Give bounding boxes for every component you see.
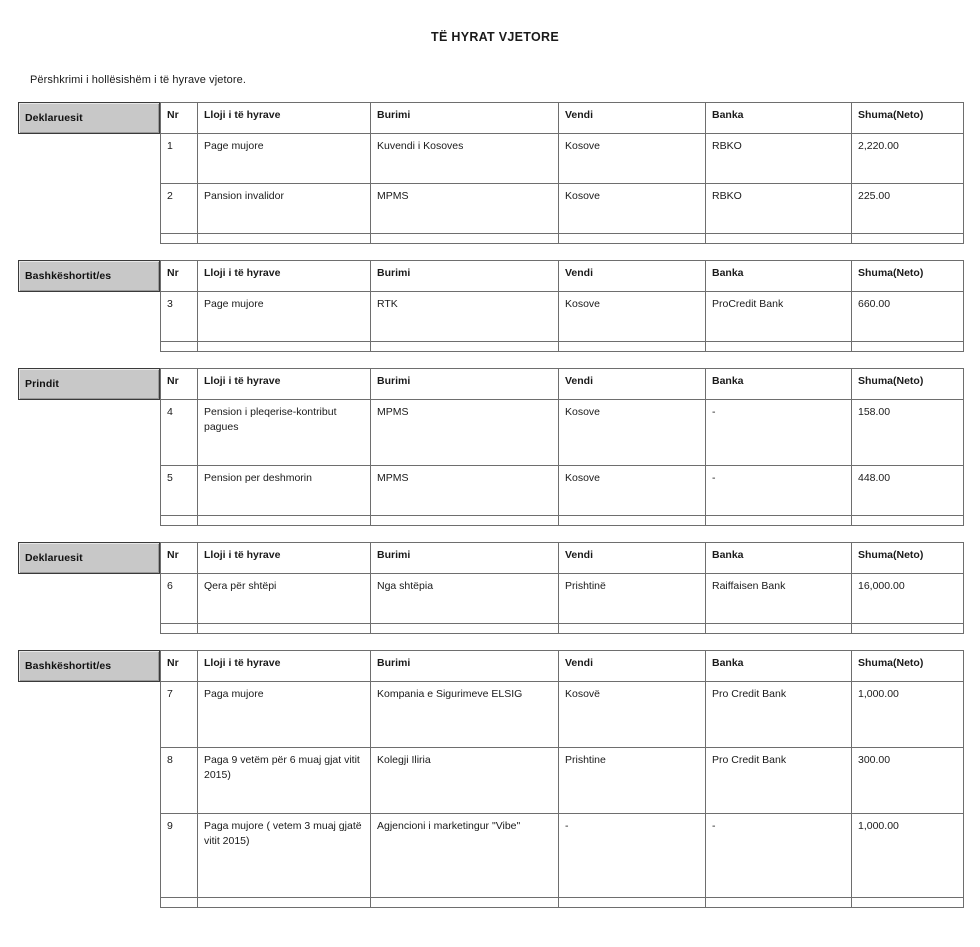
table-header-row <box>161 543 964 574</box>
column-header-bank: Banka <box>706 261 852 292</box>
spacer-cell <box>706 234 852 244</box>
cell-source: MPMS <box>371 466 559 516</box>
cell-type: Paga 9 vetëm për 6 muaj gjat vitit 2015) <box>198 748 371 814</box>
column-header-type: Lloji i të hyrave <box>198 651 371 682</box>
income-table <box>160 260 964 352</box>
table-header-row <box>161 103 964 134</box>
column-header-source: Burimi <box>371 103 559 134</box>
column-header-nr: Nr <box>161 651 198 682</box>
column-header-amount: Shuma(Neto) <box>852 369 964 400</box>
income-section <box>0 650 980 908</box>
cell-amount: 300.00 <box>852 748 964 814</box>
cell-type: Pension per deshmorin <box>198 466 371 516</box>
table-row <box>161 574 964 624</box>
table-row <box>161 814 964 898</box>
table-row <box>161 682 964 748</box>
cell-nr: 8 <box>161 748 198 814</box>
table-row <box>161 748 964 814</box>
spacer-cell <box>852 234 964 244</box>
column-header-bank: Banka <box>706 103 852 134</box>
spacer-cell <box>161 516 198 526</box>
income-section <box>0 368 980 526</box>
column-header-source: Burimi <box>371 261 559 292</box>
table-spacer-row <box>161 898 964 908</box>
cell-source: Agjencioni i marketingur "Vibe" <box>371 814 559 898</box>
cell-nr: 7 <box>161 682 198 748</box>
spacer-cell <box>371 234 559 244</box>
spacer-cell <box>559 898 706 908</box>
table-spacer-row <box>161 624 964 634</box>
spacer-cell <box>198 624 371 634</box>
cell-amount: 2,220.00 <box>852 134 964 184</box>
spacer-cell <box>852 516 964 526</box>
cell-bank: Pro Credit Bank <box>706 748 852 814</box>
spacer-cell <box>706 624 852 634</box>
table-row <box>161 184 964 234</box>
column-header-source: Burimi <box>371 651 559 682</box>
cell-source: RTK <box>371 292 559 342</box>
column-header-place: Vendi <box>559 261 706 292</box>
owner-label-box <box>18 542 160 574</box>
cell-source: Kompania e Sigurimeve ELSIG <box>371 682 559 748</box>
column-header-place: Vendi <box>559 543 706 574</box>
owner-label: Deklaruesit <box>25 112 83 124</box>
owner-label-box <box>18 368 160 400</box>
spacer-cell <box>559 624 706 634</box>
cell-amount: 660.00 <box>852 292 964 342</box>
cell-place: Prishtine <box>559 748 706 814</box>
spacer-cell <box>198 234 371 244</box>
column-header-place: Vendi <box>559 369 706 400</box>
column-header-type: Lloji i të hyrave <box>198 369 371 400</box>
spacer-cell <box>161 234 198 244</box>
column-header-source: Burimi <box>371 369 559 400</box>
cell-bank: - <box>706 814 852 898</box>
cell-nr: 6 <box>161 574 198 624</box>
table-header-row <box>161 369 964 400</box>
cell-amount: 448.00 <box>852 466 964 516</box>
income-table <box>160 102 964 244</box>
column-header-nr: Nr <box>161 369 198 400</box>
cell-amount: 225.00 <box>852 184 964 234</box>
cell-bank: ProCredit Bank <box>706 292 852 342</box>
cell-source: Kuvendi i Kosoves <box>371 134 559 184</box>
owner-label: Deklaruesit <box>25 552 83 564</box>
owner-label: Bashkëshortit/es <box>25 660 112 672</box>
cell-source: Kolegji Iliria <box>371 748 559 814</box>
cell-bank: - <box>706 466 852 516</box>
table-spacer-row <box>161 516 964 526</box>
column-header-source: Burimi <box>371 543 559 574</box>
column-header-amount: Shuma(Neto) <box>852 543 964 574</box>
spacer-cell <box>706 898 852 908</box>
spacer-cell <box>371 898 559 908</box>
column-header-amount: Shuma(Neto) <box>852 261 964 292</box>
cell-type: Paga mujore ( vetem 3 muaj gjatë vitit 2015) <box>198 814 371 898</box>
column-header-type: Lloji i të hyrave <box>198 103 371 134</box>
cell-place: Kosove <box>559 134 706 184</box>
owner-label: Prindit <box>25 378 59 390</box>
column-header-bank: Banka <box>706 543 852 574</box>
spacer-cell <box>371 516 559 526</box>
table-row <box>161 466 964 516</box>
cell-bank: Raiffaisen Bank <box>706 574 852 624</box>
spacer-cell <box>559 234 706 244</box>
page-subtitle: Përshkrimi i hollësishëm i të hyrave vjetore. <box>30 74 247 86</box>
cell-place: Prishtinë <box>559 574 706 624</box>
column-header-place: Vendi <box>559 651 706 682</box>
income-section <box>0 102 980 244</box>
table-spacer-row <box>161 342 964 352</box>
cell-type: Page mujore <box>198 292 371 342</box>
spacer-cell <box>559 516 706 526</box>
column-header-nr: Nr <box>161 103 198 134</box>
cell-type: Page mujore <box>198 134 371 184</box>
cell-source: MPMS <box>371 400 559 466</box>
spacer-cell <box>198 898 371 908</box>
spacer-cell <box>161 342 198 352</box>
cell-place: Kosove <box>559 292 706 342</box>
cell-source: Nga shtëpia <box>371 574 559 624</box>
cell-bank: RBKO <box>706 184 852 234</box>
cell-nr: 2 <box>161 184 198 234</box>
income-table <box>160 368 964 526</box>
spacer-cell <box>852 624 964 634</box>
cell-nr: 4 <box>161 400 198 466</box>
cell-nr: 3 <box>161 292 198 342</box>
spacer-cell <box>852 342 964 352</box>
income-section <box>0 542 980 634</box>
cell-place: Kosove <box>559 466 706 516</box>
column-header-type: Lloji i të hyrave <box>198 543 371 574</box>
column-header-nr: Nr <box>161 261 198 292</box>
cell-place: - <box>559 814 706 898</box>
cell-bank: RBKO <box>706 134 852 184</box>
cell-type: Qera për shtëpi <box>198 574 371 624</box>
cell-nr: 9 <box>161 814 198 898</box>
cell-place: Kosove <box>559 184 706 234</box>
spacer-cell <box>706 516 852 526</box>
cell-bank: - <box>706 400 852 466</box>
column-header-nr: Nr <box>161 543 198 574</box>
column-header-bank: Banka <box>706 369 852 400</box>
spacer-cell <box>198 342 371 352</box>
column-header-place: Vendi <box>559 103 706 134</box>
owner-label-box <box>18 102 160 134</box>
column-header-type: Lloji i të hyrave <box>198 261 371 292</box>
cell-nr: 1 <box>161 134 198 184</box>
cell-amount: 16,000.00 <box>852 574 964 624</box>
cell-amount: 1,000.00 <box>852 682 964 748</box>
table-header-row <box>161 261 964 292</box>
owner-label-box <box>18 260 160 292</box>
cell-place: Kosovë <box>559 682 706 748</box>
spacer-cell <box>852 898 964 908</box>
cell-type: Pansion invalidor <box>198 184 371 234</box>
cell-type: Pension i pleqerise-kontribut pagues <box>198 400 371 466</box>
spacer-cell <box>559 342 706 352</box>
income-table <box>160 542 964 634</box>
table-row <box>161 134 964 184</box>
table-spacer-row <box>161 234 964 244</box>
cell-place: Kosove <box>559 400 706 466</box>
cell-nr: 5 <box>161 466 198 516</box>
spacer-cell <box>198 516 371 526</box>
spacer-cell <box>371 624 559 634</box>
cell-amount: 1,000.00 <box>852 814 964 898</box>
cell-amount: 158.00 <box>852 400 964 466</box>
income-section <box>0 260 980 352</box>
owner-label: Bashkëshortit/es <box>25 270 112 282</box>
spacer-cell <box>161 898 198 908</box>
cell-type: Paga mujore <box>198 682 371 748</box>
owner-label-box <box>18 650 160 682</box>
table-header-row <box>161 651 964 682</box>
cell-source: MPMS <box>371 184 559 234</box>
spacer-cell <box>161 624 198 634</box>
income-table <box>160 650 964 908</box>
cell-bank: Pro Credit Bank <box>706 682 852 748</box>
column-header-bank: Banka <box>706 651 852 682</box>
income-sections <box>0 102 980 908</box>
table-row <box>161 292 964 342</box>
spacer-cell <box>706 342 852 352</box>
page-title: TË HYRAT VJETORE <box>431 30 559 44</box>
column-header-amount: Shuma(Neto) <box>852 651 964 682</box>
table-row <box>161 400 964 466</box>
column-header-amount: Shuma(Neto) <box>852 103 964 134</box>
spacer-cell <box>371 342 559 352</box>
